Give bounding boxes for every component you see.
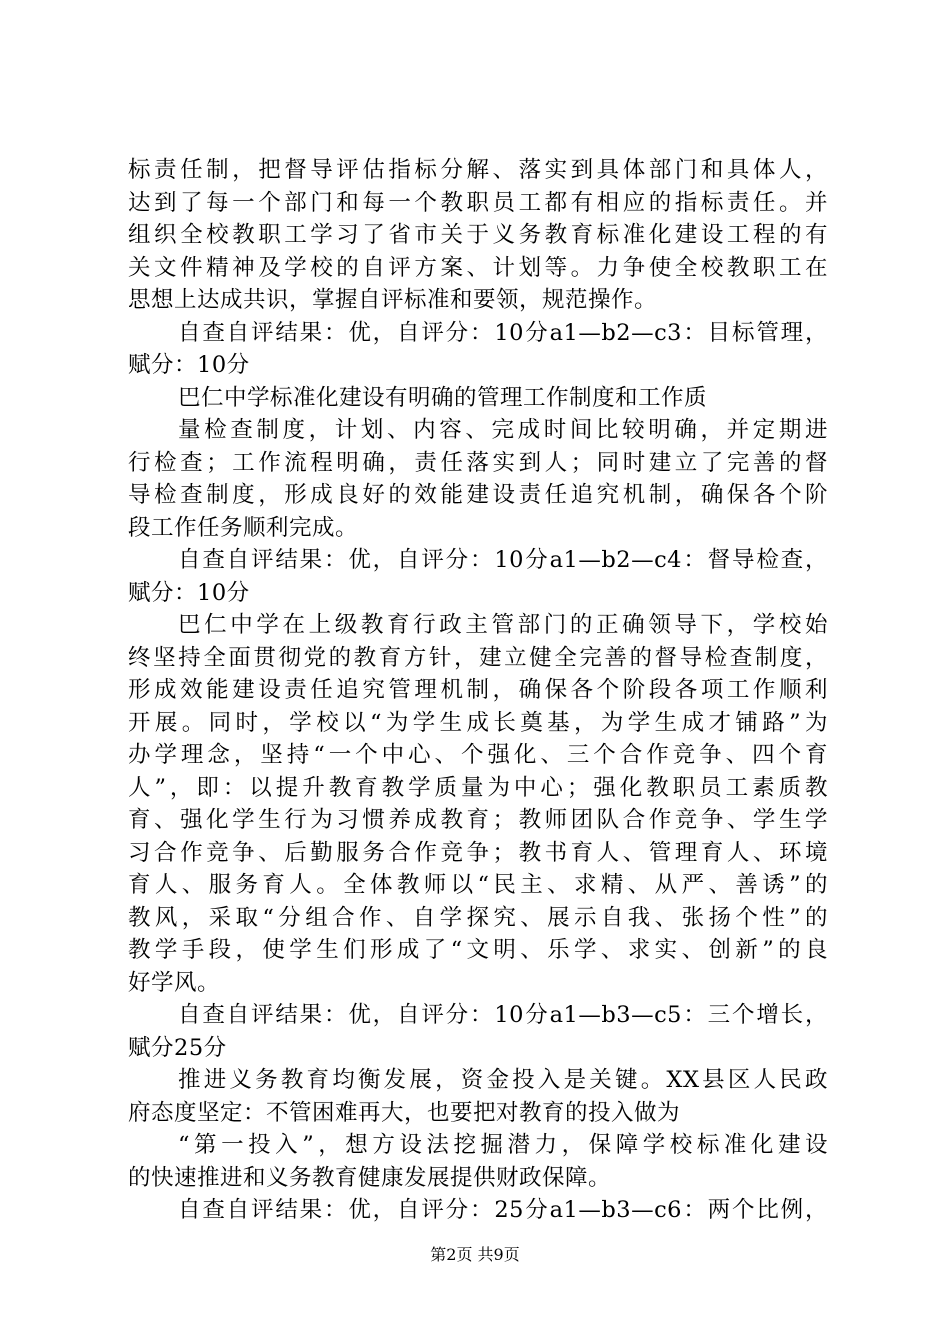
page-number-label: 第2页 共9页	[430, 1245, 520, 1264]
text-line: 办学理念，坚持“一个中心、个强化、三个合作竞争、四个育	[128, 742, 828, 768]
text-line: 自查自评结果：优，自评分：10分a1—b2—c4：督导检查，	[178, 547, 828, 573]
text-line: 量检查制度，计划、内容、完成时间比较明确，并定期进	[178, 417, 828, 443]
text-line: 赋分：10分	[128, 579, 250, 606]
text-line: 段工作任务顺利完成。	[128, 514, 359, 541]
text-line: 推进义务教育均衡发展，资金投入是关键。XX县区人民政	[178, 1067, 828, 1093]
text-line: 开展。同时，学校以“为学生成长奠基，为学生成才铺路”为	[128, 709, 828, 736]
text-line: 自查自评结果：优，自评分：25分a1—b3—c6：两个比例，	[178, 1197, 828, 1223]
text-line: 巴仁中学在上级教育行政主管部门的正确领导下，学校始	[178, 612, 828, 638]
text-line: 育、强化学生行为习惯养成教育；教师团队合作竞争、学生学	[128, 807, 828, 833]
text-line: 思想上达成共识，掌握自评标准和要领，规范操作。	[128, 287, 658, 313]
text-line: 教学手段，使学生们形成了“文明、乐学、求实、创新”的良	[128, 937, 828, 963]
text-line: 好学风。	[128, 969, 221, 996]
text-line: 终坚持全面贯彻党的教育方针，建立健全完善的督导检查制度，	[128, 644, 828, 671]
text-line: 育人、服务育人。全体教师以“民主、求精、从严、善诱”的	[128, 872, 828, 898]
text-line: 习合作竞争、后勤服务合作竞争；教书育人、管理育人、环境	[128, 839, 828, 866]
text-line: 赋分25分	[128, 1034, 227, 1061]
text-line: 巴仁中学标准化建设有明确的管理工作制度和工作质	[178, 384, 708, 411]
document-body	[128, 154, 828, 1227]
text-line: 标责任制，把督导评估指标分解、落实到具体部门和具体人，	[128, 157, 828, 183]
text-line: 形成效能建设责任追究管理机制，确保各个阶段各项工作顺利	[128, 677, 828, 703]
text-line: 关文件精神及学校的自评方案、计划等。力争使全校教职工在	[128, 254, 828, 281]
text-line: 教风，采取“分组合作、自学探究、展示自我、张扬个性”的	[128, 904, 828, 931]
text-line: 的快速推进和义务教育健康发展提供财政保障。	[128, 1164, 612, 1191]
text-line: “第一投入”，想方设法挖掘潜力，保障学校标准化建设	[178, 1132, 828, 1158]
text-line: 组织全校教职工学习了省市关于义务教育标准化建设工程的有	[128, 222, 828, 248]
text-line: 人”，即：以提升教育教学质量为中心；强化教职员工素质教	[128, 774, 828, 801]
text-line: 导检查制度，形成良好的效能建设责任追究机制，确保各个阶	[128, 482, 828, 508]
text-line: 行检查；工作流程明确，责任落实到人；同时建立了完善的督	[128, 449, 828, 476]
text-line: 赋分：10分	[128, 352, 250, 378]
text-line: 达到了每一个部门和每一个教职员工都有相应的指标责任。并	[128, 189, 828, 216]
page-footer	[0, 1245, 950, 1265]
text-line: 自查自评结果：优，自评分：10分a1—b3—c5：三个增长，	[178, 1002, 828, 1028]
text-line: 府态度坚定：不管困难再大，也要把对教育的投入做为	[128, 1099, 681, 1126]
text-line: 自查自评结果：优，自评分：10分a1—b2—c3：目标管理，	[178, 319, 828, 346]
